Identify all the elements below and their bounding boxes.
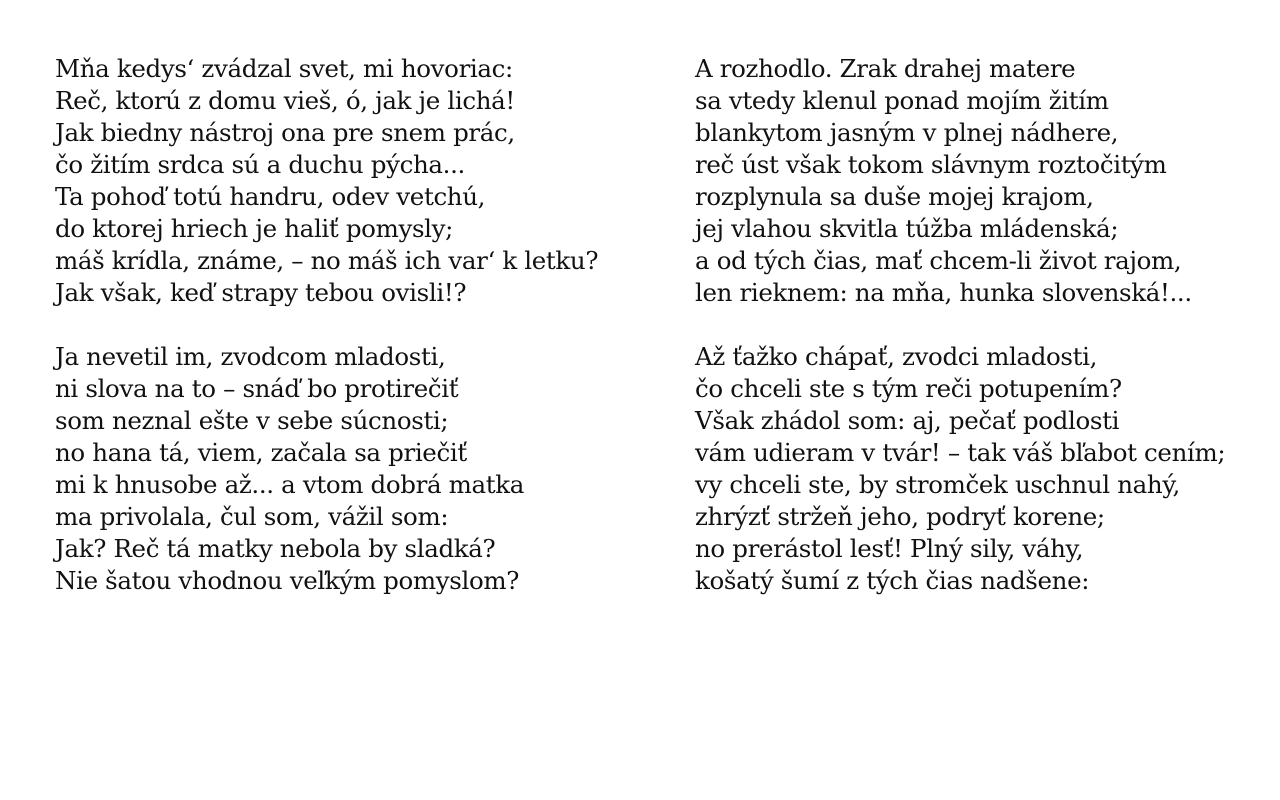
verse-line: Jak však, keď strapy tebou ovisli!? <box>55 278 467 307</box>
verse-line: zhrýzť stržeň jeho, podryť korene; <box>695 502 1105 531</box>
stanza-4 <box>695 341 1225 597</box>
verse-line: blankytom jasným v plnej nádhere, <box>695 118 1119 147</box>
verse-line: Ta pohoď totú handru, odev vetchú, <box>55 182 486 211</box>
verse-line: košatý šumí z tých čias nadšene: <box>695 566 1090 595</box>
verse-line: Ja nevetil im, zvodcom mladosti, <box>55 342 446 371</box>
verse-line: len rieknem: na mňa, hunka slovenská!... <box>695 278 1192 307</box>
verse-line: Jak biedny nástroj ona pre snem prác, <box>55 118 515 147</box>
verse-line: Jak? Reč tá matky nebola by sladká? <box>55 534 496 563</box>
verse-line: Nie šatou vhodnou veľkým pomyslom? <box>55 566 520 595</box>
verse-line: čo chceli ste s tým reči potupením? <box>695 374 1122 403</box>
verse-line: jej vlahou skvitla túžba mládenská; <box>695 214 1119 243</box>
verse-line: vám udieram v tvár! – tak váš bľabot cením; <box>695 438 1226 467</box>
stanza-1 <box>55 53 598 309</box>
verse-line: no hana tá, viem, začala sa priečiť <box>55 438 467 467</box>
verse-line: som neznal ešte v sebe súcnosti; <box>55 406 449 435</box>
verse-line: mi k hnusobe až... a vtom dobrá matka <box>55 470 525 499</box>
verse-line: máš krídla, známe, – no máš ich var‘ k letku? <box>55 246 599 275</box>
verse-line: a od tých čias, mať chcem-li život rajom, <box>695 246 1182 275</box>
verse-line: Však zhádol som: aj, pečať podlosti <box>695 406 1120 435</box>
verse-line: ni slova na to – snáď bo protirečiť <box>55 374 459 403</box>
verse-line: Reč, ktorú z domu vieš, ó, jak je lichá! <box>55 86 515 115</box>
poem-column-right <box>695 53 1225 597</box>
verse-line: sa vtedy klenul ponad mojím žitím <box>695 86 1109 115</box>
verse-line: čo žitím srdca sú a duchu pýcha... <box>55 150 465 179</box>
verse-line: Až ťažko chápať, zvodci mladosti, <box>695 342 1098 371</box>
verse-line: rozplynula sa duše mojej krajom, <box>695 182 1094 211</box>
verse-line: no prerástol lesť! Plný sily, váhy, <box>695 534 1084 563</box>
verse-line: A rozhodlo. Zrak drahej matere <box>695 54 1076 83</box>
verse-line: ma privolala, čul som, vážil som: <box>55 502 449 531</box>
stanza-3 <box>695 53 1225 309</box>
verse-line: vy chceli ste, by stromček uschnul nahý, <box>695 470 1180 499</box>
poem-column-left <box>55 53 598 597</box>
verse-line: do ktorej hriech je haliť pomysly; <box>55 214 454 243</box>
verse-line: reč úst však tokom slávnym roztočitým <box>695 150 1167 179</box>
stanza-2 <box>55 341 598 597</box>
verse-line: Mňa kedys‘ zvádzal svet, mi hovoriac: <box>55 54 513 83</box>
